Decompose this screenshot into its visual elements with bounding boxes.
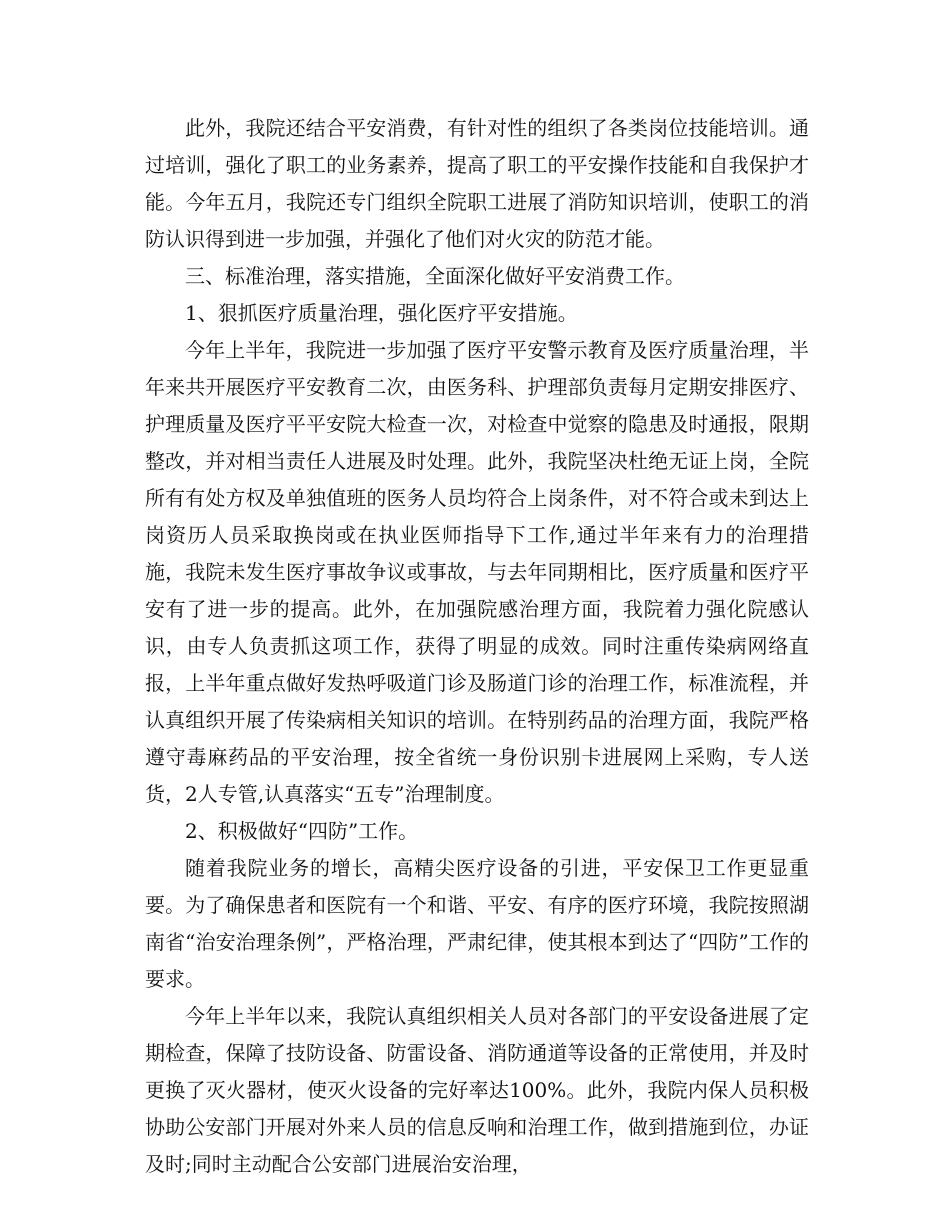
document-page [145, 110, 809, 1183]
subheading-2: 2、积极做好“四防”工作。 [185, 819, 419, 843]
section-heading-3: 三、标准治理，落实措施，全面深化做好平安消费工作。 [185, 264, 685, 288]
paragraph-training: 此外，我院还结合平安消费，有针对性的组织了各类岗位技能培训。通过培训，强化了职工的业务素养，提高了职工的平安操作技能和自我保护才能。今年五月，我院还专门组织全院职工进展了消防知识培训，使职工的消防认识得到进一步加强，并强化了他们对火灾的防范才能。 [145, 116, 809, 251]
paragraph-medical-quality: 今年上半年，我院进一步加强了医疗平安警示教育及医疗质量治理，半年来共开展医疗平安教育二次，由医务科、护理部负责每月定期安排医疗、护理质量及医疗平平安院大检查一次，对检查中觉察的隐患及时通报，限期整改，并对相当责任人进展及时处理。此外，我院坚决杜绝无证上岗，全院所有有处方权及单独值班的医务人员均符合上岗条件，对不符合或未到达上岗资历人员采取换岗或在执业医师指导下工作,通过半年来有力的治理措施，我院未发生医疗事故争议或事故，与去年同期相比，医疗质量和医疗平安有了进一步的提高。此外，在加强院感治理方面，我院着力强化院感认识，由专人负责抓这项工作，获得了明显的成效。同时注重传染病网络直报，上半年重点做好发热呼吸道门诊及肠道门诊的治理工作，标准流程，并认真组织开展了传染病相关知识的培训。在特别药品的治理方面，我院严格遵守毒麻药品的平安治理，按全省统一身份识别卡进展网上采购，专人送货，2人专管,认真落实“五专”治理制度。 [145, 338, 809, 806]
paragraph-equipment-check: 今年上半年以来，我院认真组织相关人员对各部门的平安设备进展了定期检查，保障了技防设备、防雷设备、消防通道等设备的正常使用，并及时更换了灭火器材，使灭火设备的完好率达100%。此外，我院内保人员积极协助公安部门开展对外来人员的信息反响和治理工作，做到措施到位，办证及时;同时主动配合公安部门进展治安治理， [145, 1004, 809, 1176]
subheading-1: 1、狠抓医疗质量治理，强化医疗平安措施。 [185, 301, 578, 325]
paragraph-security: 随着我院业务的增长，高精尖医疗设备的引进，平安保卫工作更显重要。为了确保患者和医院有一个和谐、平安、有序的医疗环境，我院按照湖南省“治安治理条例”，严格治理，严肃纪律，使其根本到达了“四防”工作的要求。 [145, 856, 809, 991]
